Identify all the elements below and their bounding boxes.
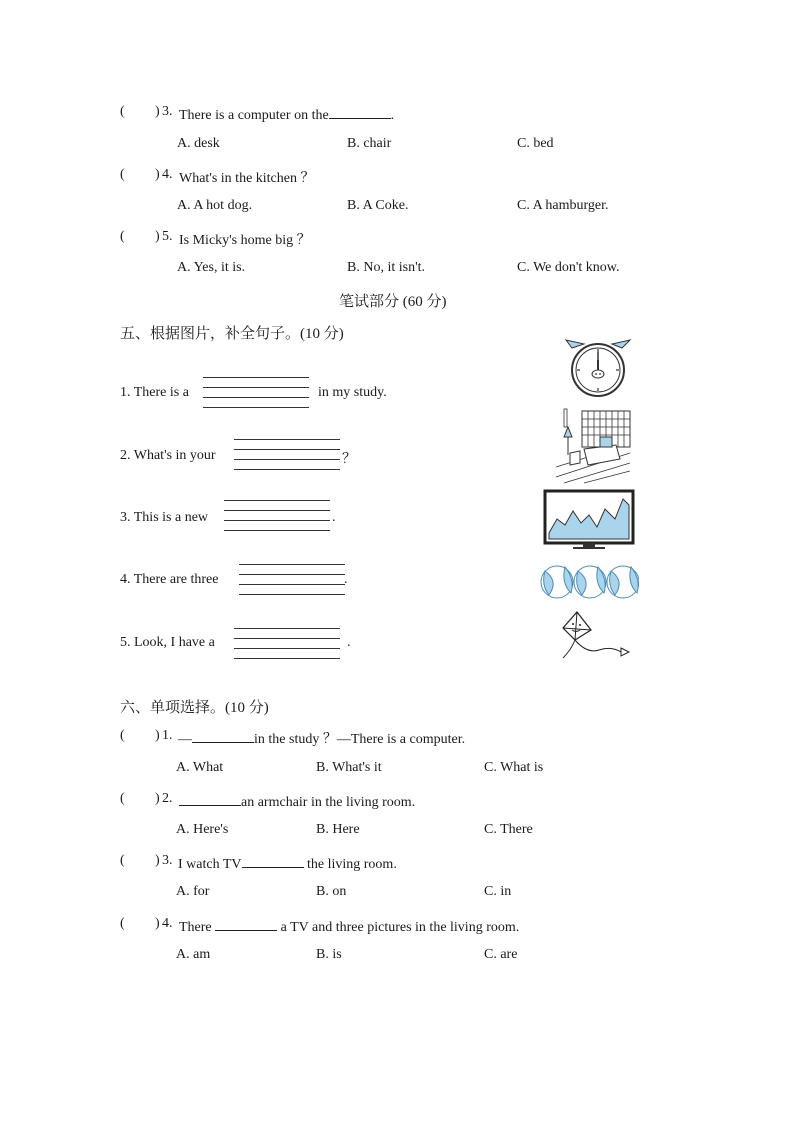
answer-blank xyxy=(215,916,277,931)
answer-paren-open: ( xyxy=(120,104,125,119)
section5-heading: 五、根据图片，补全句子。(10 分) xyxy=(120,326,344,342)
section6-heading: 六、单项选择。(10 分) xyxy=(120,700,269,716)
sentence-start: 2. What's in your xyxy=(120,448,216,463)
sentence-end: in my study. xyxy=(318,385,387,400)
question-number: 4. xyxy=(162,916,173,931)
answer-paren-open: ( xyxy=(120,916,125,931)
option-c: C. are xyxy=(484,947,518,962)
writing-lines[interactable] xyxy=(239,564,345,594)
question-number: 3. xyxy=(162,853,173,868)
option-b: B. A Coke. xyxy=(347,198,409,213)
answer-paren-open: ( xyxy=(120,229,125,244)
sentence-start: 3. This is a new xyxy=(120,510,209,525)
answer-paren-open: ( xyxy=(120,167,125,182)
question-number: 3. xyxy=(162,104,173,119)
writing-lines[interactable] xyxy=(224,500,330,530)
option-c: C. bed xyxy=(517,136,554,151)
answer-paren-open: ( xyxy=(120,853,125,868)
sentence-end: . xyxy=(347,635,351,650)
option-c: C. There xyxy=(484,822,533,837)
option-b: B. No, it isn't. xyxy=(347,260,425,275)
answer-paren-close: ) xyxy=(155,853,160,868)
study-room-icon xyxy=(554,407,632,485)
option-b: B. is xyxy=(316,947,342,962)
writing-lines[interactable] xyxy=(203,377,309,407)
written-part-title: 笔试部分 (60 分) xyxy=(339,294,447,310)
writing-lines[interactable] xyxy=(234,439,340,469)
option-c: C. What is xyxy=(484,760,544,775)
option-a: A. am xyxy=(176,947,211,962)
question-number: 5. xyxy=(162,229,173,244)
answer-paren-close: ) xyxy=(155,916,160,931)
answer-blank xyxy=(242,853,304,868)
question-stem: — in the study ？—There is a computer. xyxy=(178,728,465,748)
answer-paren-close: ) xyxy=(155,104,160,119)
option-b: B. Here xyxy=(316,822,360,837)
option-c: C. We don't know. xyxy=(517,260,620,275)
question-stem: There is a computer on the . xyxy=(179,104,394,124)
option-a: A. Yes, it is. xyxy=(177,260,246,275)
sentence-start: 5. Look, I have a xyxy=(120,635,215,650)
three-balls-icon xyxy=(539,563,639,601)
option-c: C. A hamburger. xyxy=(517,198,609,213)
question-number: 2. xyxy=(162,791,173,806)
question-number: 1. xyxy=(162,728,173,743)
option-c: C. in xyxy=(484,884,512,899)
question-stem: There a TV and three pictures in the living room. xyxy=(179,916,519,936)
question-stem: What's in the kitchen ？ xyxy=(179,171,315,186)
question-stem: I watch TV the living room. xyxy=(178,853,397,873)
option-a: A. desk xyxy=(177,136,220,151)
sentence-end: . xyxy=(332,510,336,525)
answer-blank xyxy=(192,728,254,743)
sentence-start: 4. There are three xyxy=(120,572,219,587)
sentence-end: . xyxy=(344,572,348,587)
option-a: A. What xyxy=(176,760,224,775)
question-stem: an armchair in the living room. xyxy=(179,791,415,811)
answer-paren-open: ( xyxy=(120,728,125,743)
answer-paren-open: ( xyxy=(120,791,125,806)
answer-paren-close: ) xyxy=(155,728,160,743)
sentence-end: ？ xyxy=(342,452,356,467)
answer-paren-close: ) xyxy=(155,167,160,182)
kite-icon xyxy=(559,610,633,662)
option-a: A. A hot dog. xyxy=(177,198,253,213)
answer-blank xyxy=(179,791,241,806)
option-b: B. chair xyxy=(347,136,392,151)
option-a: A. for xyxy=(176,884,210,899)
answer-blank xyxy=(329,104,391,119)
option-a: A. Here's xyxy=(176,822,229,837)
tv-screen-icon xyxy=(543,489,635,551)
option-b: B. What's it xyxy=(316,760,382,775)
question-number: 4. xyxy=(162,167,173,182)
writing-lines[interactable] xyxy=(234,628,340,658)
answer-paren-close: ) xyxy=(155,229,160,244)
option-b: B. on xyxy=(316,884,347,899)
answer-paren-close: ) xyxy=(155,791,160,806)
pig-clock-icon xyxy=(562,338,634,400)
sentence-start: 1. There is a xyxy=(120,385,189,400)
question-stem: Is Micky's home big ？ xyxy=(179,233,311,248)
